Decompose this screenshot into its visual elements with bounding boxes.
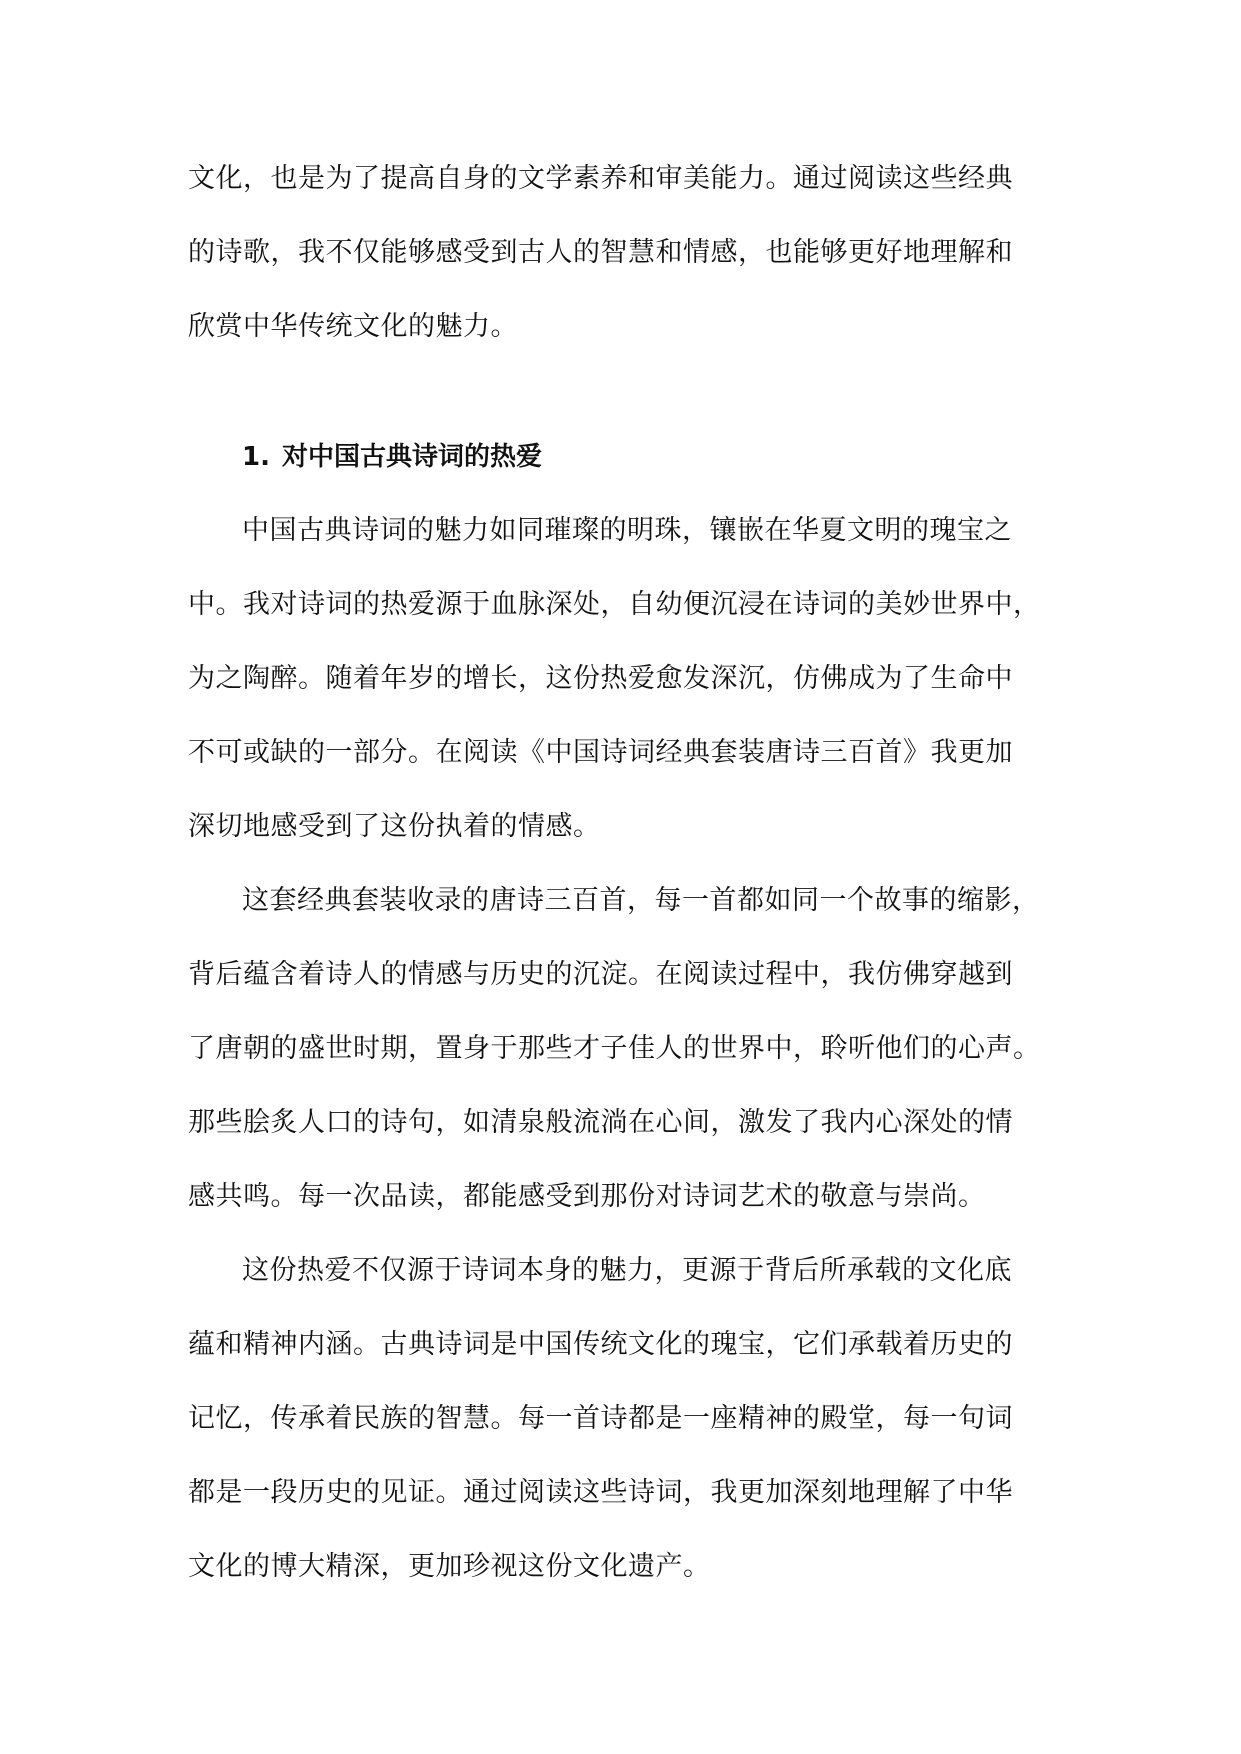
paragraph-line: 感共鸣。每一次品读，都能感受到那份对诗词艺术的敬意与崇尚。 bbox=[188, 1181, 986, 1212]
section-title: 对中国古典诗词的热爱 bbox=[282, 442, 543, 472]
paragraph-line: 文化的博大精深，更加珍视这份文化遗产。 bbox=[188, 1551, 711, 1582]
paragraph-line: 背后蕴含着诗人的情感与历史的沉淀。在阅读过程中，我仿佛穿越到 bbox=[188, 959, 1013, 990]
paragraph-line: 文化，也是为了提高自身的文学素养和审美能力。通过阅读这些经典 bbox=[188, 163, 1013, 194]
paragraph-line: 中。我对诗词的热爱源于血脉深处，自幼便沉浸在诗词的美妙世界中， bbox=[188, 589, 1041, 620]
section-heading bbox=[188, 420, 1048, 494]
paragraph-line: 蕴和精神内涵。古典诗词是中国传统文化的瑰宝，它们承载着历史的 bbox=[188, 1329, 1013, 1360]
paragraph-line: 欣赏中华传统文化的魅力。 bbox=[188, 311, 518, 342]
section-number: 1. bbox=[242, 442, 270, 472]
paragraph-line: 不可或缺的一部分。在阅读《中国诗词经典套装唐诗三百首》我更加 bbox=[188, 737, 1013, 768]
paragraph-line: 这套经典套装收录的唐诗三百首，每一首都如同一个故事的缩影， bbox=[242, 885, 1040, 916]
paragraph-line: 深切地感受到了这份执着的情感。 bbox=[188, 811, 601, 842]
paragraph-line: 了唐朝的盛世时期，置身于那些才子佳人的世界中，聆听他们的心声。 bbox=[188, 1033, 1041, 1064]
document-body bbox=[188, 142, 1048, 1604]
paragraph-line: 记忆，传承着民族的智慧。每一首诗都是一座精神的殿堂，每一句词 bbox=[188, 1403, 1013, 1434]
intro-paragraph bbox=[188, 142, 1048, 364]
paragraph-line: 中国古典诗词的魅力如同璀璨的明珠，镶嵌在华夏文明的瑰宝之 bbox=[242, 515, 1012, 546]
paragraph-1 bbox=[188, 494, 1048, 864]
paragraph-line: 的诗歌，我不仅能够感受到古人的智慧和情感，也能够更好地理解和 bbox=[188, 237, 1013, 268]
paragraph-line: 都是一段历史的见证。通过阅读这些诗词，我更加深刻地理解了中华 bbox=[188, 1477, 1013, 1508]
paragraph-line: 那些脍炙人口的诗句，如清泉般流淌在心间，激发了我内心深处的情 bbox=[188, 1107, 1013, 1138]
paragraph-line: 为之陶醉。随着年岁的增长，这份热爱愈发深沉，仿佛成为了生命中 bbox=[188, 663, 1013, 694]
paragraph-3 bbox=[188, 1234, 1048, 1604]
paragraph-2 bbox=[188, 864, 1048, 1234]
paragraph-line: 这份热爱不仅源于诗词本身的魅力，更源于背后所承载的文化底 bbox=[242, 1255, 1012, 1286]
